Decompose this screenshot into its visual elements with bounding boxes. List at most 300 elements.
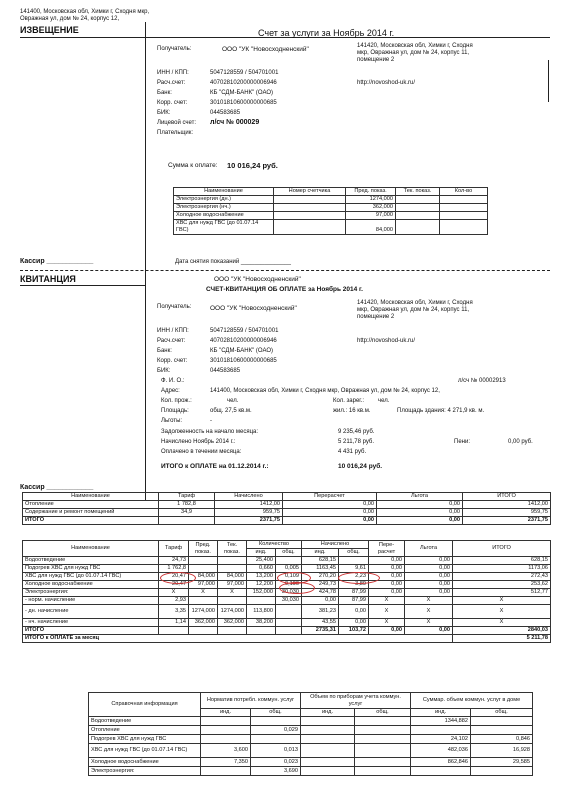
table-total-row [23, 517, 551, 525]
recipient-name: ООО "УК "Новосходненский" [222, 46, 309, 53]
table-cell: 0,013 [251, 744, 301, 758]
table-cell: 2371,75 [215, 517, 283, 525]
table-cell: 1,14 [159, 619, 189, 627]
table-cell: 97,000 [346, 212, 396, 220]
personal-account-label: Лицевой счет: [157, 120, 197, 126]
table-cell: 1412,00 [215, 501, 283, 509]
table-cell [251, 735, 301, 744]
table-cell [471, 717, 533, 726]
table-cell: 628,15 [302, 557, 339, 565]
table-row [89, 744, 533, 758]
table-cell [355, 735, 411, 744]
table-cell: ХВС для нужд ГВС (до 01.07.14 ГВС) [174, 220, 274, 235]
bank-label: Банк: [157, 348, 172, 354]
corr-label: Корр. счет: [157, 358, 188, 364]
table-header-cell: Перерасчет [283, 493, 377, 501]
table-cell: 97,000 [189, 581, 218, 589]
penalty-label: Пени: [454, 439, 470, 445]
bank-value: КБ "СДМ-БАНК" (ОАО) [210, 90, 273, 96]
area-value: общ. 27,5 кв.м. [210, 408, 252, 414]
recipient-address-line2: мкр, Овражная ул, дом № 24, корпус 11, [357, 50, 470, 56]
table-cell: - норм. начисление [23, 597, 159, 605]
table-subheader-cell: общ. [339, 549, 369, 557]
table-cell [276, 627, 302, 635]
website: http://novoshod-uk.ru/ [357, 338, 416, 344]
table-cell: 152,000 [247, 589, 276, 597]
table-cell: 482,036 [411, 744, 471, 758]
table-row [23, 597, 551, 605]
table-row [23, 605, 551, 619]
recipient-label: Получатель: [157, 46, 192, 52]
table-cell: Электроэнергия: [89, 767, 201, 776]
notice-address-line2: Овражная ул, дом № 24, корпус 12, [20, 16, 120, 22]
table-cell [189, 627, 218, 635]
table-cell: X [369, 605, 405, 619]
table-cell: 0,190 [276, 581, 302, 589]
meter-header-cell: Наименование [174, 188, 274, 196]
table-cell: 1274,000 [189, 605, 218, 619]
table-cell [218, 627, 247, 635]
table-cell: 0,109 [276, 573, 302, 581]
recipient-address-line3: помещение 2 [357, 314, 395, 320]
receipt-cashier: Кассир ____________ [20, 484, 94, 491]
bank-label: Банк: [157, 90, 172, 96]
table-header-cell: Тариф [159, 493, 215, 501]
table-cell: 0,00 [405, 573, 453, 581]
residents-value: чел. [227, 398, 239, 404]
debt-value: 9 235,46 руб. [338, 429, 375, 435]
table-cell: 0,00 [377, 517, 463, 525]
table-cell: ХВС для нужд ГВС (до 01.07.14 ГВС) [23, 573, 159, 581]
table-row [174, 212, 488, 220]
table-row [89, 726, 533, 735]
table-cell: 3,35 [159, 605, 189, 619]
table-cell: 9,61 [339, 565, 369, 573]
table-cell [189, 565, 218, 573]
table-cell [218, 557, 247, 565]
table-cell: Подогрев ХВС для нужд ГВС [89, 735, 201, 744]
table-row [89, 717, 533, 726]
table-cell [189, 557, 218, 565]
benefits-value: - [210, 418, 212, 424]
table-cell: 7,350 [201, 758, 251, 767]
table-cell: 1 782,8 [159, 501, 215, 509]
table-cell: Электроэнергия (дн.) [174, 196, 274, 204]
table-cell: 13,200 [247, 573, 276, 581]
table-cell: Холодное водоснабжение [174, 212, 274, 220]
table-cell: 0,00 [339, 605, 369, 619]
charged-label: Начислено Ноябрь 2014 г.: [161, 439, 236, 445]
recipient-name: ООО "УК "Новосходненский" [210, 305, 297, 312]
table-cell [301, 767, 355, 776]
table-cell [355, 744, 411, 758]
table-cell [440, 212, 488, 220]
payer-label: Плательщик: [157, 130, 194, 136]
table-subheader-cell: инд. [201, 709, 251, 717]
living-area: жил.: 16 кв.м. [333, 408, 371, 414]
table-cell: 362,000 [346, 204, 396, 212]
account-label: Расч.счет: [157, 80, 186, 86]
table-cell: 30,030 [276, 589, 302, 597]
table-cell [301, 717, 355, 726]
table-header-cell: Тек. показ. [218, 541, 247, 557]
table-cell: 25,400 [247, 557, 276, 565]
table-cell: 0,00 [302, 597, 339, 605]
table-cell: Подогрев ХВС для нужд ГВС [23, 565, 159, 573]
table-header-cell: Наименование [23, 541, 159, 557]
table-cell: 103,72 [339, 627, 369, 635]
table-cell: X [453, 605, 551, 619]
table-cell: 2,23 [339, 573, 369, 581]
table-row [174, 196, 488, 204]
table-cell: X [453, 597, 551, 605]
table-cell [339, 557, 369, 565]
bill-title: Счет за услуги за Ноябрь 2014 г. [258, 28, 395, 38]
sum-label: Сумма к оплате: [168, 162, 218, 169]
divider [145, 22, 146, 272]
highlight-circle [160, 572, 196, 584]
table-cell: 0,029 [251, 726, 301, 735]
table-cell: 0,00 [339, 619, 369, 627]
table-cell: 0,00 [369, 573, 405, 581]
table-cell [396, 196, 440, 204]
table-cell [274, 212, 346, 220]
recipient-address-line2: мкр, Овражная ул, дом № 24, корпус 11, [357, 307, 470, 313]
table-cell [301, 735, 355, 744]
table-cell: 381,23 [302, 605, 339, 619]
table-header-cell: Пред. показ. [189, 541, 218, 557]
table-cell [159, 627, 189, 635]
address-value: 141400, Московская обл, Химки г, Сходня мкр, Овражная ул, дом № 24, корпус 12, [210, 388, 440, 394]
table-row [23, 557, 551, 565]
table-cell: 0,00 [405, 589, 453, 597]
table-total-row [23, 627, 551, 635]
table-cell: 270,20 [302, 573, 339, 581]
table-subheader-cell: общ. [355, 709, 411, 717]
table-cell: Электроэнергия (нч.) [174, 204, 274, 212]
account-value: 40702810200000006946 [210, 80, 277, 86]
table-cell [274, 196, 346, 204]
table-header-cell: Количество [247, 541, 302, 549]
table-cell: X [405, 597, 453, 605]
table-cell: 3,600 [201, 744, 251, 758]
table-cell: Электроэнергия: [23, 589, 159, 597]
table-cell: 512,77 [453, 589, 551, 597]
table-cell: 2735,31 [302, 627, 339, 635]
total-label: ИТОГО к ОПЛАТЕ на 01.12.2014 г.: [161, 463, 269, 470]
table-cell: 20,47 [159, 581, 189, 589]
grand-total-value: 5 211,78 [453, 635, 551, 643]
table-cell: 3,690 [251, 767, 301, 776]
table-cell: Содержание и ремонт помещений [23, 509, 159, 517]
table-row [89, 767, 533, 776]
table-cell [274, 220, 346, 235]
reference-table [88, 692, 533, 776]
benefits-label: Льготы: [161, 418, 183, 424]
bank-value: КБ "СДМ-БАНК" (ОАО) [210, 348, 273, 354]
meter-header-cell: Кол-во [440, 188, 488, 196]
table-row [89, 735, 533, 744]
table-row [23, 565, 551, 573]
table-cell: 424,78 [302, 589, 339, 597]
paid-value: 4 431 руб. [338, 449, 367, 455]
registered-value: чел. [378, 398, 390, 404]
table-subheader-cell: инд. [301, 709, 355, 717]
table-cell [189, 597, 218, 605]
table-cell: 362,000 [218, 619, 247, 627]
table-header-cell: Тариф [159, 541, 189, 557]
bik-value: 044583685 [210, 110, 241, 116]
table-cell: 0,00 [283, 509, 377, 517]
table-row [23, 509, 551, 517]
readings-date: Дата снятия показаний _______________ [175, 259, 291, 265]
recipient-label: Получатель: [157, 304, 192, 310]
table-cell: 1274,000 [346, 196, 396, 204]
table-header-cell: Суммар. объем коммун. услуг в доме [411, 693, 533, 709]
table-subheader-cell: инд. [302, 549, 339, 557]
table-cell [411, 726, 471, 735]
table-row [89, 758, 533, 767]
table-cell: 0,023 [251, 758, 301, 767]
table-cell: 0,005 [276, 565, 302, 573]
table-cell: X [218, 589, 247, 597]
table-cell [355, 767, 411, 776]
table-header-cell: Начислено [302, 541, 369, 549]
table-subheader-cell: общ. [471, 709, 533, 717]
table-cell: Водоотведение [89, 717, 201, 726]
table-header-cell: Льгота [405, 541, 453, 557]
sum-value: 10 016,24 руб. [227, 161, 278, 170]
recipient-address-line1: 141420, Московская обл, Химки г, Сходня [357, 300, 473, 306]
table-cell [440, 220, 488, 235]
inn-value: 5047128559 / 504701001 [210, 70, 279, 76]
table-cell: 0,00 [405, 557, 453, 565]
building-area: Площадь здания: 4 271,9 кв. м. [397, 408, 485, 414]
table-cell: 959,75 [215, 509, 283, 517]
receipt-heading: СЧЕТ-КВИТАНЦИЯ ОБ ОПЛАТЕ за Ноябрь 2014 г. [206, 286, 363, 293]
highlight-circle [338, 572, 380, 584]
table-cell: 84,000 [189, 573, 218, 581]
table-cell [276, 605, 302, 619]
table-cell: 0,846 [471, 735, 533, 744]
notice-cashier: Кассир ____________ [20, 258, 94, 265]
table-cell: Отопление [23, 501, 159, 509]
recipient-address-line3: помещение 2 [357, 57, 395, 63]
bik-label: БИК: [157, 368, 171, 374]
table-cell: 24,102 [411, 735, 471, 744]
table-cell: 12,200 [247, 581, 276, 589]
table-cell: Холодное водоснабжение [89, 758, 201, 767]
debt-label: Задолженность на начало месяца: [161, 429, 259, 435]
highlight-circle [279, 582, 315, 594]
table-cell [301, 758, 355, 767]
grand-total-label: ИТОГО к ОПЛАТЕ за месяц [23, 635, 453, 643]
website: http://novoshod-uk.ru/ [357, 80, 416, 86]
table-subheader-cell: общ. [276, 549, 302, 557]
table-cell [159, 517, 215, 525]
meter-header-cell: Номер счетчика [274, 188, 346, 196]
table-header-cell: ИТОГО [463, 493, 551, 501]
table-cell: 0,00 [369, 627, 405, 635]
table-header-cell: Норматив потребл. коммун. услуг [201, 693, 301, 709]
account-label: Расч.счет: [157, 338, 186, 344]
table-cell: 113,800 [247, 605, 276, 619]
table-cell [251, 717, 301, 726]
table-cell: 0,00 [405, 581, 453, 589]
recipient-address-line1: 141420, Московская обл, Химки г, Сходня [357, 43, 473, 49]
margin-mark [548, 60, 549, 102]
table-cell: 0,00 [377, 509, 463, 517]
table-cell [201, 717, 251, 726]
table-cell [396, 204, 440, 212]
table-cell: ИТОГО [23, 517, 159, 525]
table-subheader-cell: общ. [251, 709, 301, 717]
table-cell [471, 767, 533, 776]
table-cell: 0,00 [369, 589, 405, 597]
table-row [23, 619, 551, 627]
table-cell [396, 212, 440, 220]
table-cell [355, 758, 411, 767]
account-value: 40702810200000006946 [210, 338, 277, 344]
table-header-cell: Пере-расчет [369, 541, 405, 557]
table-cell: 43,55 [302, 619, 339, 627]
corr-value: 30101810600000000685 [210, 358, 277, 364]
table-cell: 1412,00 [463, 501, 551, 509]
registered-label: Кол. зарег.: [333, 398, 365, 404]
residents-label: Кол. прож.: [161, 398, 192, 404]
table-subheader-cell: инд. [411, 709, 471, 717]
table-cell [411, 767, 471, 776]
table-cell: 84,000 [218, 573, 247, 581]
meter-header-cell: Тек. показ. [396, 188, 440, 196]
table-cell [201, 735, 251, 744]
inn-label: ИНН / КПП: [157, 328, 189, 334]
table-cell: 1274,000 [218, 605, 247, 619]
table-cell: Отопление [89, 726, 201, 735]
table-cell: 97,000 [218, 581, 247, 589]
table-cell [440, 196, 488, 204]
table-header-cell: Льгота [377, 493, 463, 501]
table-cell: 30,030 [276, 597, 302, 605]
table-cell [201, 726, 251, 735]
table-cell: 2840,03 [453, 627, 551, 635]
address-label: Адрес: [161, 388, 180, 394]
table-cell: 84,000 [346, 220, 396, 235]
table-cell: X [405, 619, 453, 627]
charged-value: 5 211,78 руб. [338, 439, 375, 445]
table-header-cell: Наименование [23, 493, 159, 501]
table-cell: 1 762,8 [159, 565, 189, 573]
table-cell: X [189, 589, 218, 597]
table-cell: 0,00 [369, 557, 405, 565]
corr-label: Корр. счет: [157, 100, 188, 106]
table-cell: 628,15 [453, 557, 551, 565]
table-cell [396, 220, 440, 235]
table-cell: X [369, 597, 405, 605]
table-cell: 253,62 [453, 581, 551, 589]
inn-value: 5047128559 / 504701001 [210, 328, 279, 334]
inn-label: ИНН / КПП: [157, 70, 189, 76]
table-cell: 0,00 [377, 501, 463, 509]
table-cell [274, 204, 346, 212]
table-cell [276, 557, 302, 565]
table-header-cell: Начислено [215, 493, 283, 501]
penalty-value: 0,00 руб. [508, 439, 533, 445]
cut-line [20, 270, 550, 271]
area-label: Площадь: [161, 408, 189, 414]
grand-total-row [23, 635, 551, 643]
table-cell: 0,00 [283, 517, 377, 525]
table-cell: 16,928 [471, 744, 533, 758]
table-row [174, 220, 488, 235]
table-cell [276, 619, 302, 627]
table-cell [301, 744, 355, 758]
table-cell: X [159, 589, 189, 597]
table-cell [247, 597, 276, 605]
table-header-cell: ИТОГО [453, 541, 551, 557]
table-cell: 862,846 [411, 758, 471, 767]
table-cell: 0,00 [283, 501, 377, 509]
table-cell: 2371,75 [463, 517, 551, 525]
table-cell: 87,99 [339, 597, 369, 605]
total-value: 10 016,24 руб. [338, 463, 383, 470]
table-subheader-cell: инд. [247, 549, 276, 557]
divider [20, 285, 145, 286]
table-cell: 24,73 [159, 557, 189, 565]
table-header-cell: Объем по приборам учета коммун. услуг [301, 693, 411, 709]
table-cell: - дн. начисление [23, 605, 159, 619]
table-cell: 362,000 [189, 619, 218, 627]
divider [145, 272, 146, 500]
table-cell: 34,9 [159, 509, 215, 517]
table-cell [218, 565, 247, 573]
table-cell: 0,00 [369, 565, 405, 573]
table-cell: 1344,882 [411, 717, 471, 726]
table-cell: X [405, 605, 453, 619]
table-cell [355, 726, 411, 735]
table-cell: 0,00 [405, 565, 453, 573]
table-cell [201, 767, 251, 776]
receipt-title: КВИТАНЦИЯ [20, 274, 76, 284]
table-cell: 272,43 [453, 573, 551, 581]
notice-address-line1: 141400, Московская обл, Химки г, Сходня мкр, [20, 9, 150, 15]
table-cell: 1163,45 [302, 565, 339, 573]
bik-label: БИК: [157, 110, 171, 116]
table-cell [440, 204, 488, 212]
services-table-fixed [22, 492, 551, 525]
table-cell: 29,585 [471, 758, 533, 767]
table-cell: 249,73 [302, 581, 339, 589]
table-cell: 959,75 [463, 509, 551, 517]
table-cell [247, 627, 276, 635]
table-header-cell: Справочная информация [89, 693, 201, 717]
table-cell: Водоотведение [23, 557, 159, 565]
table-cell: X [369, 619, 405, 627]
table-cell [471, 726, 533, 735]
table-cell: - нч. начисление [23, 619, 159, 627]
table-row [23, 501, 551, 509]
table-cell: ИТОГО [23, 627, 159, 635]
table-cell: 3,89 [339, 581, 369, 589]
personal-account-value: л/сч № 000029 [210, 119, 260, 126]
receipt-org: ООО "УК "Новосходненский" [214, 276, 301, 283]
meter-table [173, 187, 488, 235]
bik-value: 044583685 [210, 368, 241, 374]
table-cell: 0,660 [247, 565, 276, 573]
table-cell: ХВС для нужд ГВС (до 01.07.14 ГВС) [89, 744, 201, 758]
table-cell: 87,99 [339, 589, 369, 597]
table-cell [355, 717, 411, 726]
